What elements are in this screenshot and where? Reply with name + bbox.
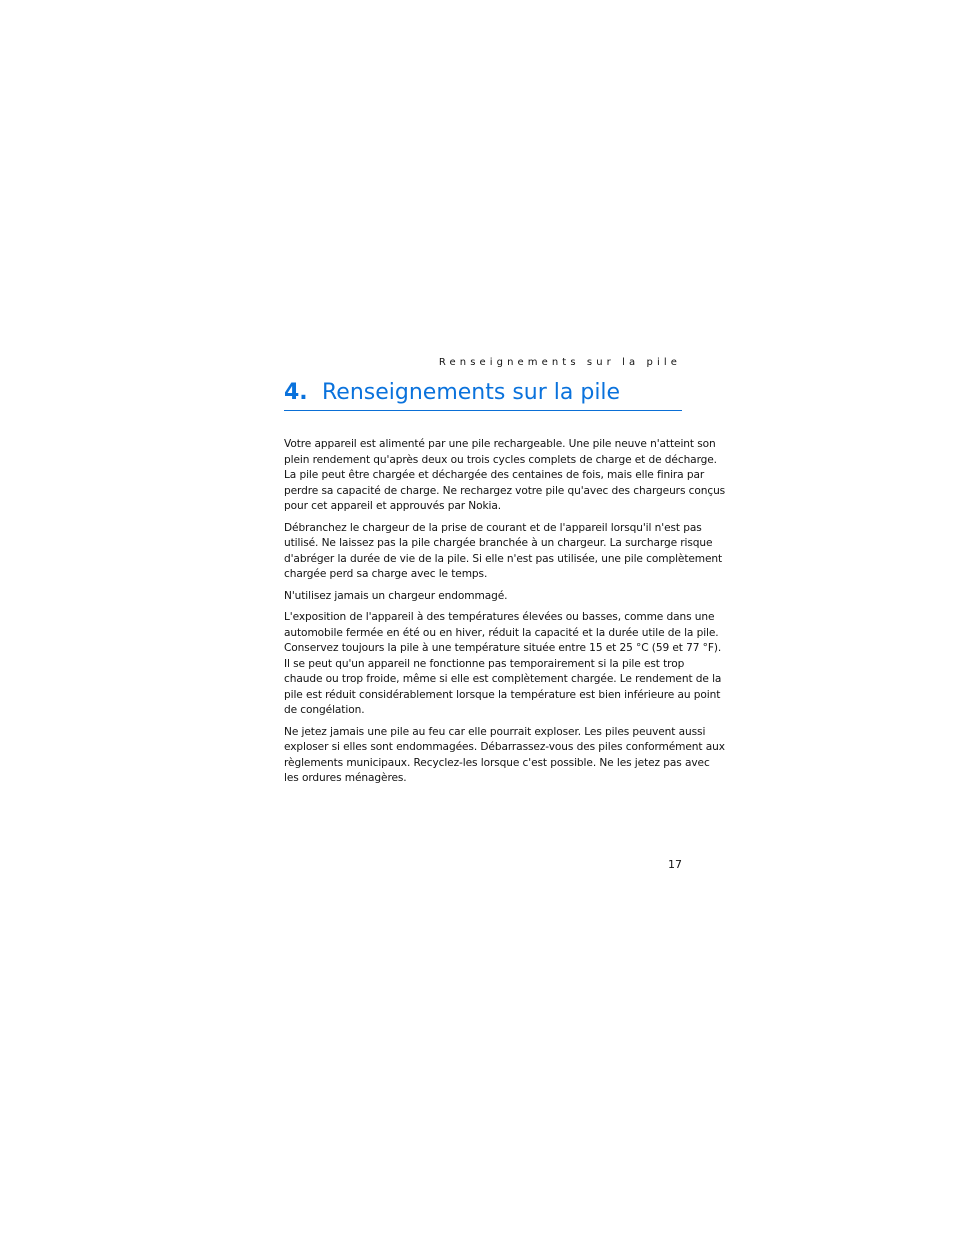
text-line: perdre sa capacité de charge. Ne rechargez votre pile qu'avec des chargeurs conçus	[284, 484, 726, 497]
text-line: chargée perd sa charge avec le temps.	[284, 568, 488, 580]
chapter-heading	[284, 377, 682, 411]
text-line: La pile peut être chargée et déchargée des centaines de fois, mais elle finira par	[284, 469, 705, 481]
text-line: pour cet appareil et approuvés par Nokia.	[284, 500, 501, 512]
text-line: plein rendement qu'après deux ou trois cycles complets de charge et de décharge.	[284, 453, 717, 466]
text-line: L'exposition de l'appareil à des températures élevées ou basses, comme dans une	[284, 611, 715, 623]
text-line: utilisé. Ne laissez pas la pile chargée branchée à un chargeur. La surcharge risque	[284, 537, 713, 549]
chapter-title: Renseignements sur la pile	[322, 380, 621, 405]
text-line: Débranchez le chargeur de la prise de courant et de l'appareil lorsqu'il n'est pas	[284, 521, 702, 534]
text-line: d'abréger la durée de vie de la pile. Si elle n'est pas utilisée, une pile complètement	[284, 552, 723, 565]
body-text	[284, 437, 726, 793]
paragraph	[284, 725, 725, 787]
text-line: les ordures ménagères.	[284, 772, 407, 784]
text-line: Ne jetez jamais une pile au feu car elle pourrait exploser. Les piles peuvent aussi	[284, 725, 706, 738]
page-number: 17	[668, 858, 682, 871]
text-line: pile est réduit considérablement lorsque la température est bien inférieure au point	[284, 688, 721, 701]
text-line: automobile fermée en été ou en hiver, réduit la capacité et la durée utile de la pile.	[284, 626, 719, 639]
text-line: Votre appareil est alimenté par une pile rechargeable. Une pile neuve n'atteint son	[284, 438, 716, 450]
text-line: N'utilisez jamais un chargeur endommagé.	[284, 589, 508, 602]
running-header: Renseignements sur la pile	[438, 357, 681, 368]
paragraph	[284, 589, 682, 605]
chapter-number: 4.	[284, 380, 308, 405]
paragraph	[284, 610, 722, 719]
text-line: exploser si elles sont endommagées. Débarrassez-vous des piles conformément aux	[284, 741, 725, 753]
text-line: Il se peut qu'un appareil ne fonctionne pas temporairement si la pile est trop	[284, 657, 685, 670]
text-line: règlements municipaux. Recyclez-les lorsque c'est possible. Ne les jetez pas avec	[284, 756, 710, 769]
text-line: de congélation.	[284, 704, 365, 716]
text-line: chaude ou trop froide, même si elle est complètement chargée. Le rendement de la	[284, 673, 722, 685]
paragraph	[284, 521, 723, 583]
paragraph	[284, 437, 726, 515]
text-line: Conservez toujours la pile à une température située entre 15 et 25 °C (59 et 77 °F).	[284, 642, 722, 654]
